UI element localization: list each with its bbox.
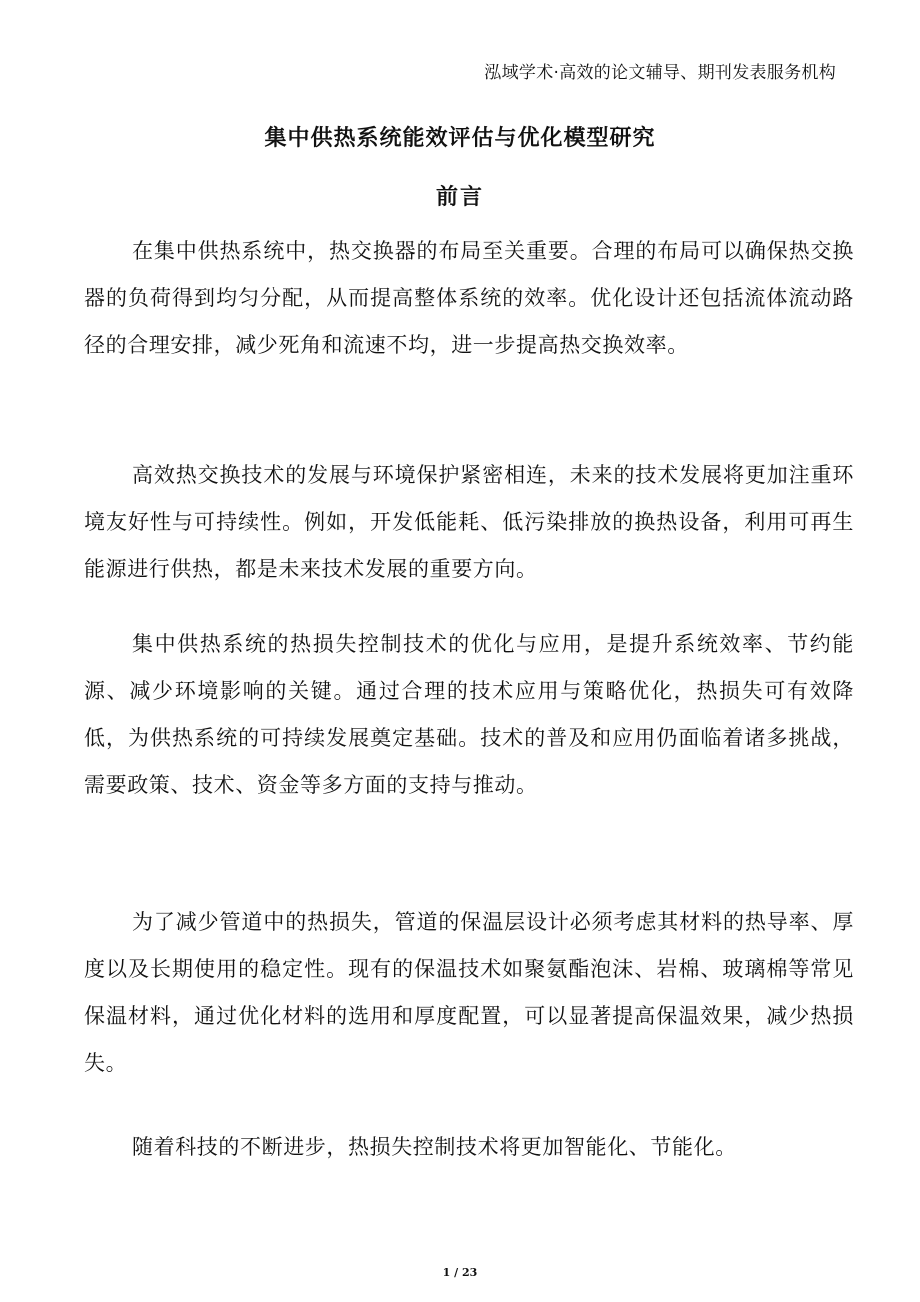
page-number: 1 / 23 bbox=[442, 1266, 478, 1279]
document-title: 集中供热系统能效评估与优化模型研究 bbox=[264, 126, 656, 151]
body-paragraph: 为了减少管道中的热损失，管道的保温层设计必须考虑其材料的热导率、厚度以及长期使用的稳定性。现有的保温技术如聚氨酯泡沫、岩棉、玻璃棉等常见保温材料，通过优化材料的选用和厚度配置，可以显著提高保温效果，减少热损失。 bbox=[84, 910, 854, 1075]
section-heading: 前言 bbox=[435, 185, 484, 210]
body-paragraph: 集中供热系统的热损失控制技术的优化与应用，是提升系统效率、节约能源、减少环境影响的关键。通过合理的技术应用与策略优化，热损失可有效降低，为供热系统的可持续发展奠定基础。技术的普及和应用仍面临着诸多挑战，需要政策、技术、资金等多方面的支持与推动。 bbox=[84, 632, 854, 797]
page-header: 泓域学术·高效的论文辅导、期刊发表服务机构 bbox=[484, 63, 836, 83]
body-paragraph: 随着科技的不断进步，热损失控制技术将更加智能化、节能化。 bbox=[132, 1135, 737, 1159]
body-paragraph: 高效热交换技术的发展与环境保护紧密相连，未来的技术发展将更加注重环境友好性与可持续性。例如，开发低能耗、低污染排放的换热设备，利用可再生能源进行供热，都是未来技术发展的重要方向。 bbox=[84, 463, 854, 581]
body-paragraph: 在集中供热系统中，热交换器的布局至关重要。合理的布局可以确保热交换器的负荷得到均匀分配，从而提高整体系统的效率。优化设计还包括流体流动路径的合理安排，减少死角和流速不均，进一步提高热交换效率。 bbox=[84, 239, 854, 357]
